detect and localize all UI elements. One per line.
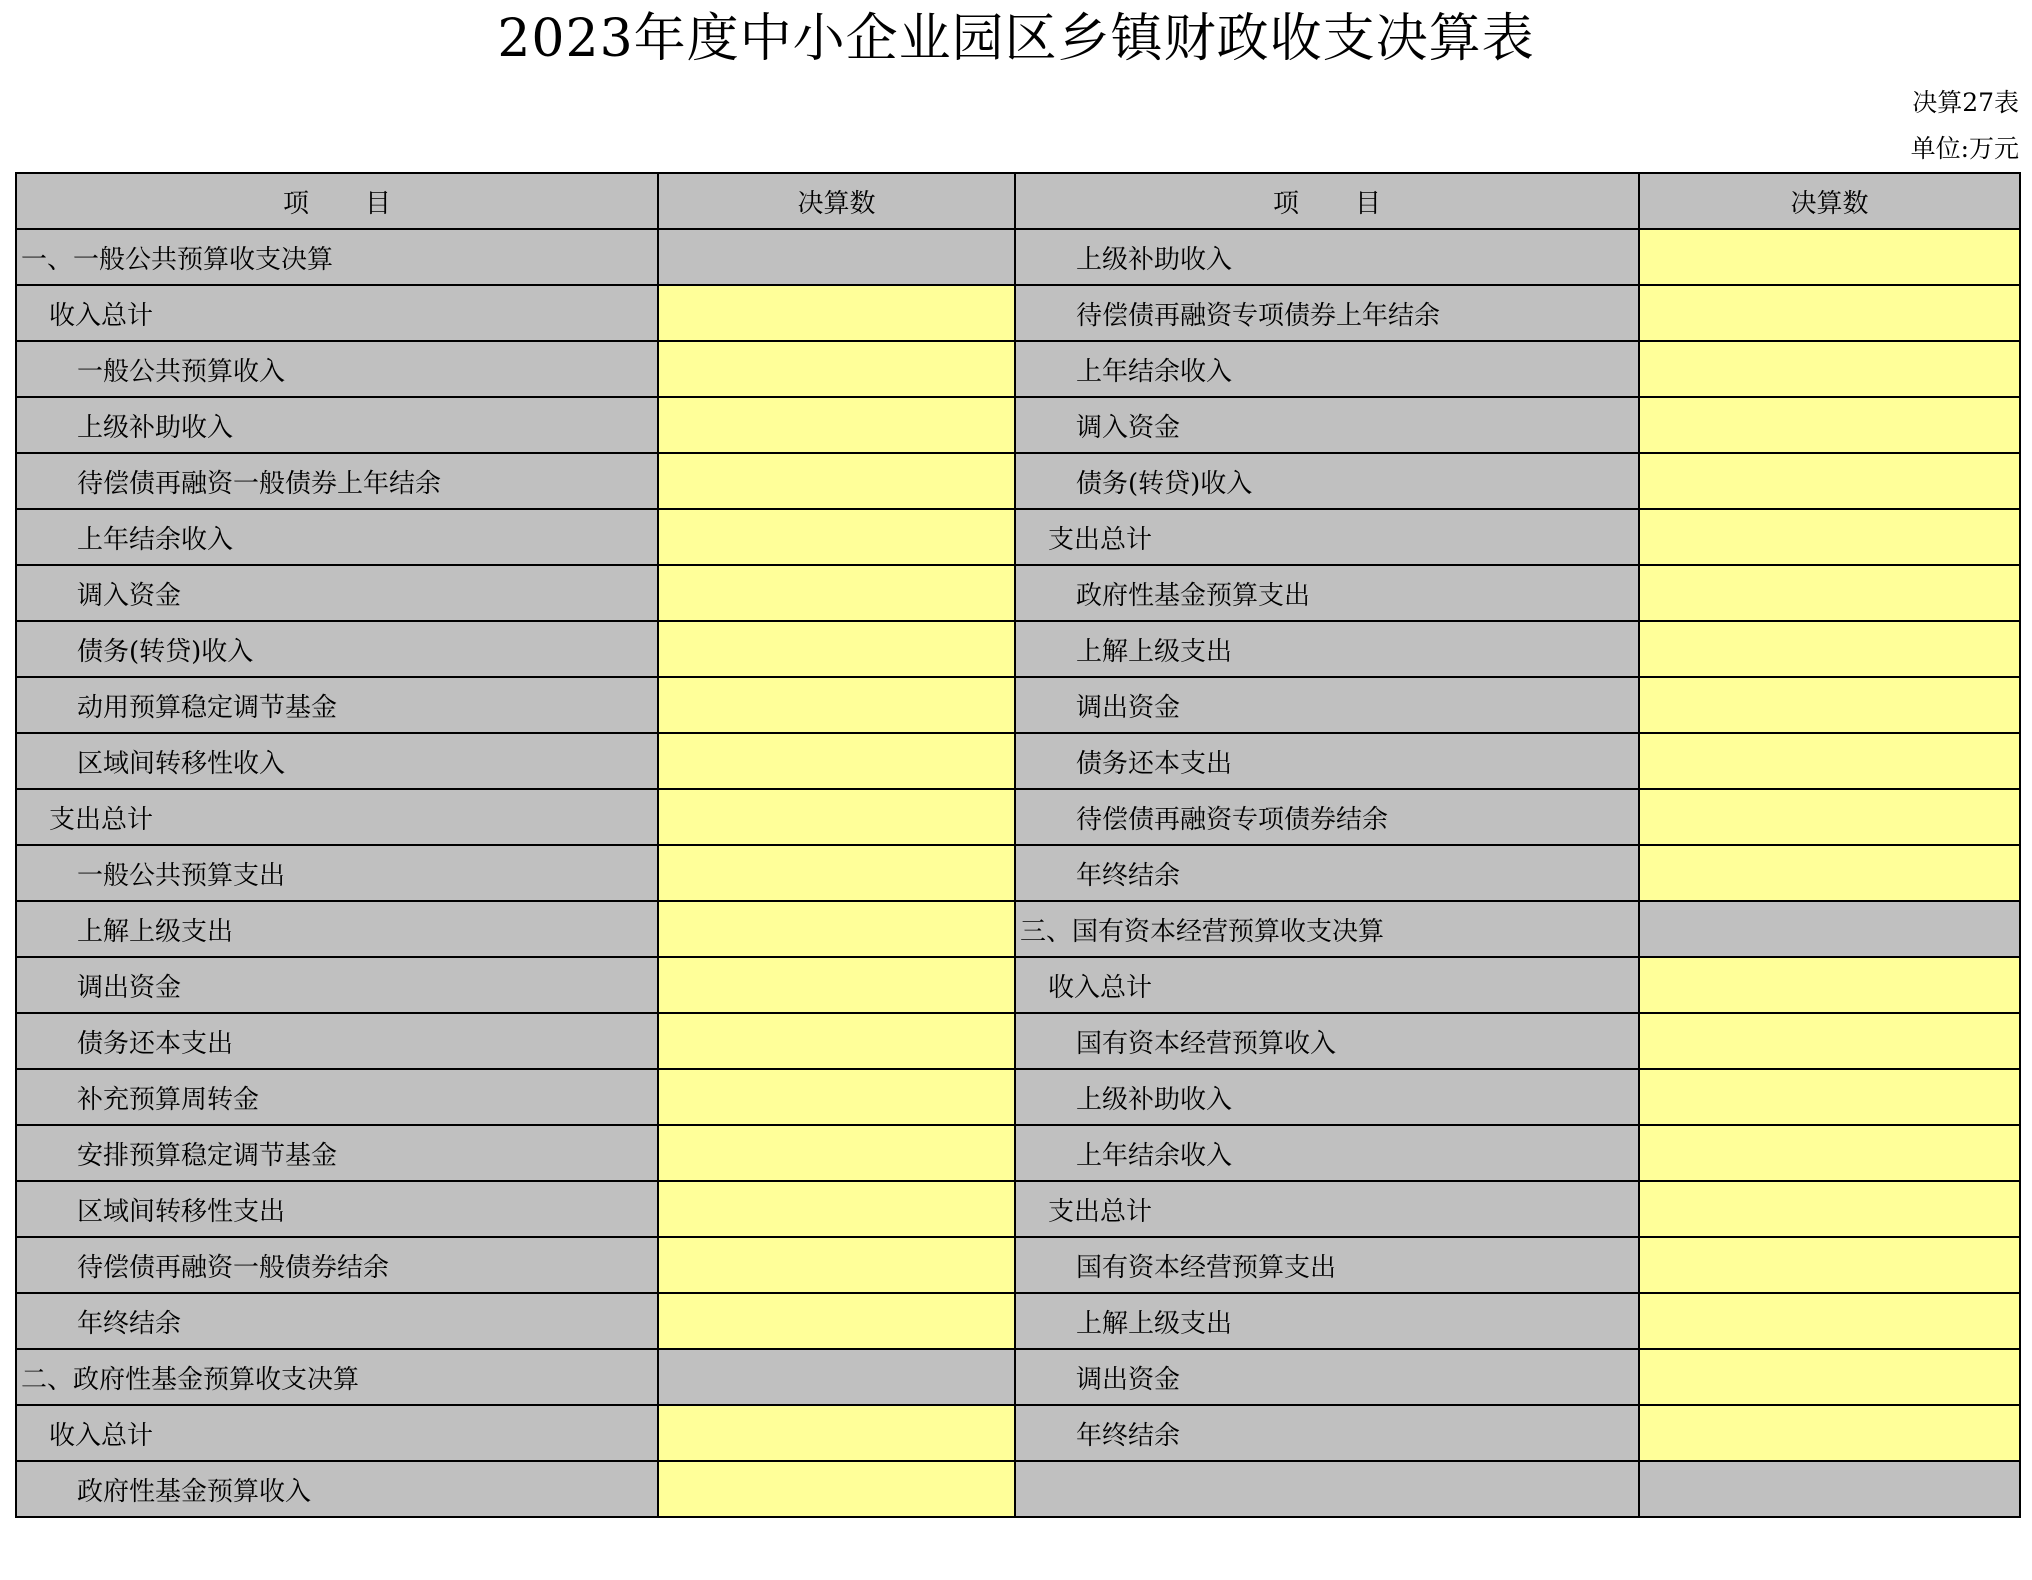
right-item-label: 上级补助收入 [1015, 229, 1639, 285]
right-value-cell[interactable] [1639, 453, 2020, 509]
header-item-char-1: 项 [1272, 188, 1299, 219]
right-item-label: 债务还本支出 [1015, 733, 1639, 789]
right-value-cell[interactable] [1639, 1237, 2020, 1293]
left-item-label: 收入总计 [16, 1405, 658, 1461]
right-item-label: 债务(转贷)收入 [1015, 453, 1639, 509]
left-value-cell[interactable] [658, 285, 1015, 341]
left-value-cell[interactable] [658, 901, 1015, 957]
left-value-cell[interactable] [658, 397, 1015, 453]
left-item-label: 上年结余收入 [16, 509, 658, 565]
right-item-label: 调出资金 [1015, 1349, 1639, 1405]
header-item-char-2: 目 [365, 188, 392, 219]
table-body [16, 229, 2020, 1517]
left-value-cell[interactable] [658, 1181, 1015, 1237]
left-item-label: 收入总计 [16, 285, 658, 341]
right-item-label: 上年结余收入 [1015, 1125, 1639, 1181]
right-value-cell[interactable] [1639, 845, 2020, 901]
right-item-label: 年终结余 [1015, 1405, 1639, 1461]
right-value-cell-disabled [1639, 1461, 2020, 1517]
right-item-label: 支出总计 [1015, 1181, 1639, 1237]
left-value-cell[interactable] [658, 1013, 1015, 1069]
left-item-label: 一、一般公共预算收支决算 [16, 229, 658, 285]
right-item-label: 支出总计 [1015, 509, 1639, 565]
right-item-label [1015, 1461, 1639, 1517]
table-row [16, 1237, 2020, 1293]
left-value-cell[interactable] [658, 1125, 1015, 1181]
header-row [16, 173, 2020, 229]
table-row [16, 845, 2020, 901]
right-item-label: 待偿债再融资专项债券结余 [1015, 789, 1639, 845]
table-row [16, 229, 2020, 285]
table-row [16, 1181, 2020, 1237]
right-value-cell-disabled [1639, 901, 2020, 957]
left-value-cell[interactable] [658, 789, 1015, 845]
unit-label: 单位:万元 [1910, 134, 2019, 163]
left-item-label: 上解上级支出 [16, 901, 658, 957]
right-item-label: 调入资金 [1015, 397, 1639, 453]
table-row [16, 957, 2020, 1013]
left-value-cell[interactable] [658, 733, 1015, 789]
left-value-cell[interactable] [658, 621, 1015, 677]
table-row [16, 565, 2020, 621]
table-row [16, 1461, 2020, 1517]
right-value-cell[interactable] [1639, 285, 2020, 341]
right-value-cell[interactable] [1639, 1293, 2020, 1349]
table-row [16, 1293, 2020, 1349]
left-item-label: 一般公共预算收入 [16, 341, 658, 397]
left-item-label: 上级补助收入 [16, 397, 658, 453]
left-value-cell-disabled [658, 229, 1015, 285]
left-value-cell[interactable] [658, 677, 1015, 733]
left-value-cell[interactable] [658, 565, 1015, 621]
header-item-left [16, 173, 658, 229]
right-value-cell[interactable] [1639, 1181, 2020, 1237]
right-value-cell[interactable] [1639, 733, 2020, 789]
right-item-label: 上年结余收入 [1015, 341, 1639, 397]
table-row [16, 1125, 2020, 1181]
left-item-label: 二、政府性基金预算收支决算 [16, 1349, 658, 1405]
left-value-cell[interactable] [658, 1293, 1015, 1349]
right-item-label: 三、国有资本经营预算收支决算 [1015, 901, 1639, 957]
left-item-label: 调入资金 [16, 565, 658, 621]
header-value-right: 决算数 [1639, 173, 2020, 229]
header-value-left: 决算数 [658, 173, 1015, 229]
left-value-cell[interactable] [658, 1461, 1015, 1517]
table-row [16, 1405, 2020, 1461]
final-accounts-table [15, 172, 2021, 1518]
left-item-label: 债务(转贷)收入 [16, 621, 658, 677]
right-item-label: 政府性基金预算支出 [1015, 565, 1639, 621]
right-item-label: 上级补助收入 [1015, 1069, 1639, 1125]
left-item-label: 补充预算周转金 [16, 1069, 658, 1125]
right-value-cell[interactable] [1639, 677, 2020, 733]
table-row [16, 509, 2020, 565]
right-item-label: 国有资本经营预算收入 [1015, 1013, 1639, 1069]
right-item-label: 上解上级支出 [1015, 1293, 1639, 1349]
right-value-cell[interactable] [1639, 565, 2020, 621]
left-value-cell[interactable] [658, 845, 1015, 901]
left-item-label: 区域间转移性收入 [16, 733, 658, 789]
left-item-label: 动用预算稳定调节基金 [16, 677, 658, 733]
table-row [16, 397, 2020, 453]
left-item-label: 待偿债再融资一般债券结余 [16, 1237, 658, 1293]
left-item-label: 政府性基金预算收入 [16, 1461, 658, 1517]
table-row [16, 789, 2020, 845]
table-row [16, 621, 2020, 677]
table-row [16, 453, 2020, 509]
page-title: 2023年度中小企业园区乡镇财政收支决算表 [497, 9, 1535, 69]
right-value-cell[interactable] [1639, 1405, 2020, 1461]
table-row [16, 677, 2020, 733]
right-value-cell[interactable] [1639, 1069, 2020, 1125]
left-item-label: 债务还本支出 [16, 1013, 658, 1069]
left-item-label: 安排预算稳定调节基金 [16, 1125, 658, 1181]
right-value-cell[interactable] [1639, 1013, 2020, 1069]
header-item-char-1: 项 [282, 188, 309, 219]
table-row [16, 1069, 2020, 1125]
left-item-label: 区域间转移性支出 [16, 1181, 658, 1237]
right-value-cell[interactable] [1639, 1125, 2020, 1181]
right-value-cell[interactable] [1639, 341, 2020, 397]
right-value-cell[interactable] [1639, 957, 2020, 1013]
table-row [16, 1349, 2020, 1405]
left-value-cell-disabled [658, 1349, 1015, 1405]
left-item-label: 支出总计 [16, 789, 658, 845]
left-value-cell[interactable] [658, 1237, 1015, 1293]
right-value-cell[interactable] [1639, 229, 2020, 285]
right-item-label: 年终结余 [1015, 845, 1639, 901]
left-value-cell[interactable] [658, 1405, 1015, 1461]
left-value-cell[interactable] [658, 957, 1015, 1013]
right-item-label: 收入总计 [1015, 957, 1639, 1013]
left-value-cell[interactable] [658, 1069, 1015, 1125]
right-value-cell[interactable] [1639, 1349, 2020, 1405]
table-row [16, 1013, 2020, 1069]
left-item-label: 调出资金 [16, 957, 658, 1013]
right-value-cell[interactable] [1639, 509, 2020, 565]
right-item-label: 待偿债再融资专项债券上年结余 [1015, 285, 1639, 341]
left-value-cell[interactable] [658, 453, 1015, 509]
header-item-right [1015, 173, 1639, 229]
header-item-char-2: 目 [1355, 188, 1382, 219]
left-item-label: 待偿债再融资一般债券上年结余 [16, 453, 658, 509]
table-row [16, 901, 2020, 957]
table-number: 决算27表 [1912, 88, 2019, 117]
table-row [16, 285, 2020, 341]
right-item-label: 国有资本经营预算支出 [1015, 1237, 1639, 1293]
right-item-label: 调出资金 [1015, 677, 1639, 733]
left-value-cell[interactable] [658, 341, 1015, 397]
left-item-label: 年终结余 [16, 1293, 658, 1349]
right-item-label: 上解上级支出 [1015, 621, 1639, 677]
table-row [16, 341, 2020, 397]
right-value-cell[interactable] [1639, 397, 2020, 453]
right-value-cell[interactable] [1639, 621, 2020, 677]
right-value-cell[interactable] [1639, 789, 2020, 845]
table-row [16, 733, 2020, 789]
left-item-label: 一般公共预算支出 [16, 845, 658, 901]
left-value-cell[interactable] [658, 509, 1015, 565]
